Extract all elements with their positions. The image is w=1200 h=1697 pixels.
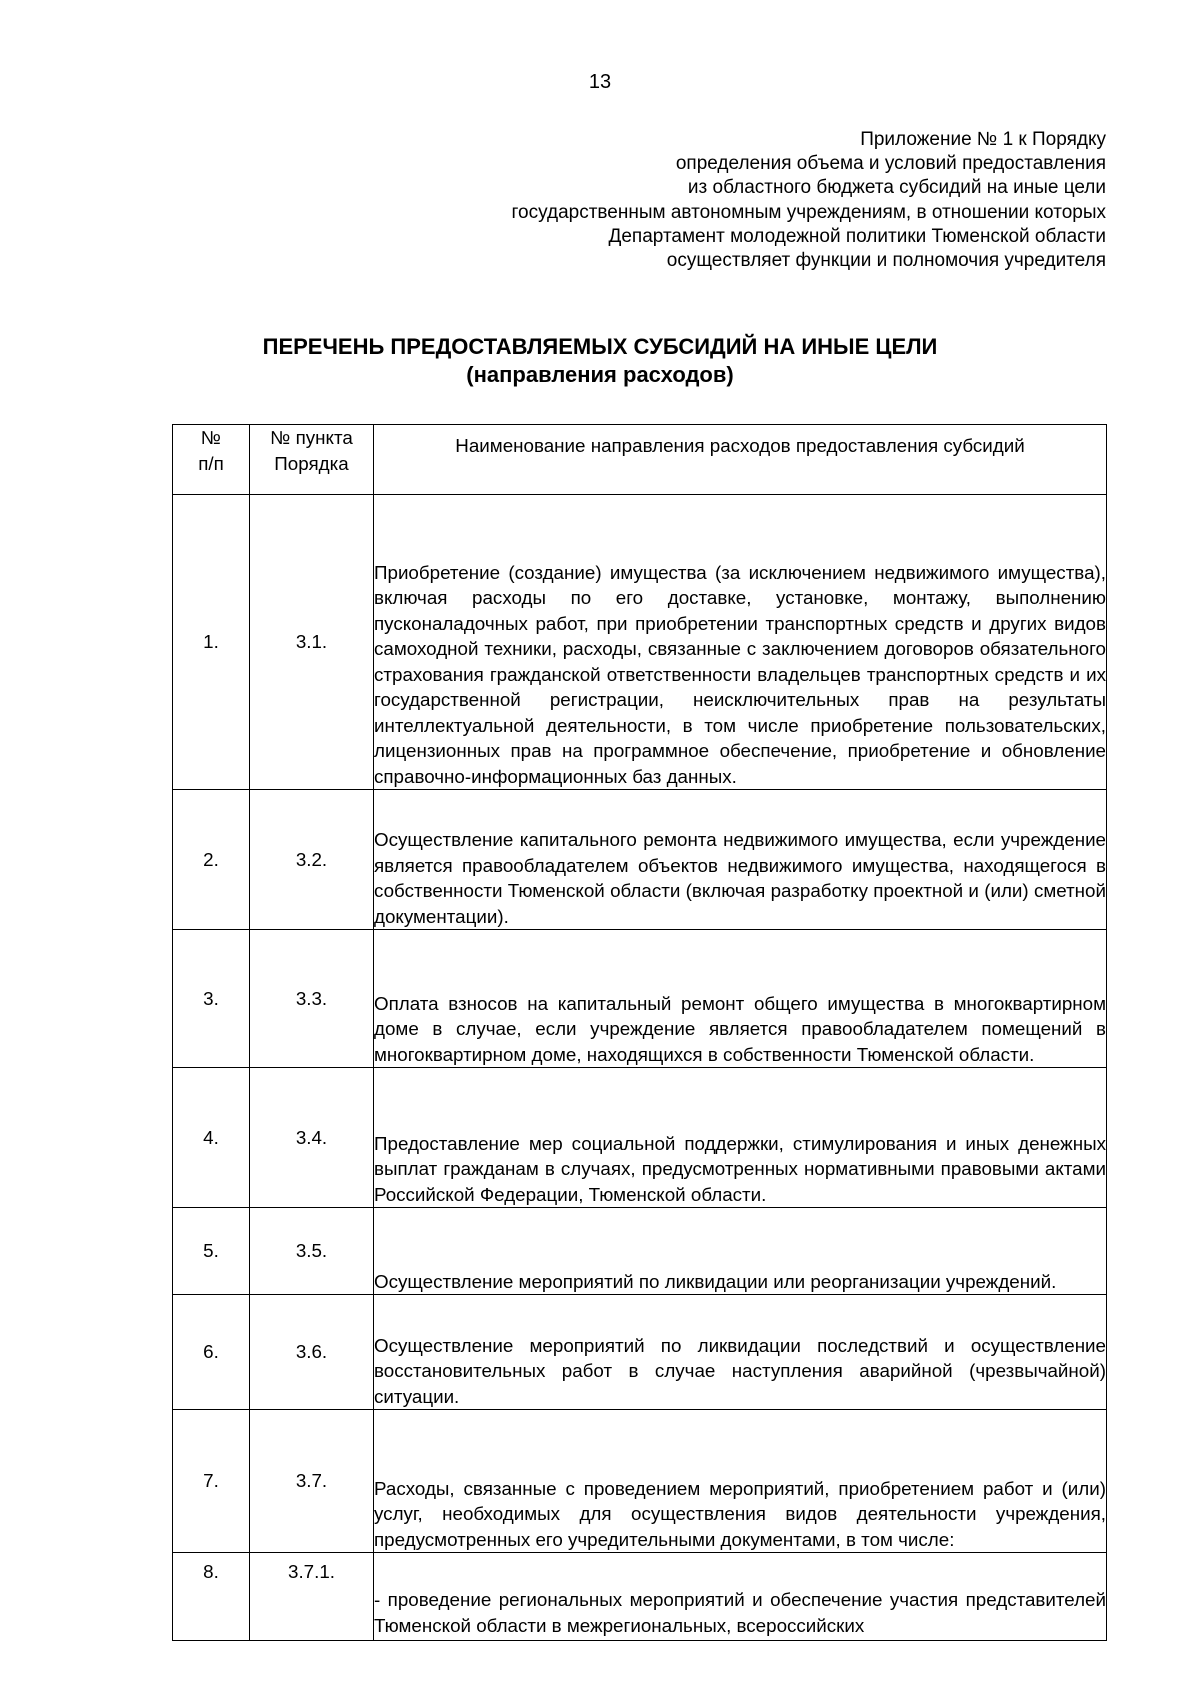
table-header-row <box>173 425 1107 495</box>
table-row <box>173 495 1107 790</box>
row-clause: 3.5. <box>250 1208 374 1295</box>
header-clause-line2: Порядка <box>274 452 349 474</box>
row-description: Осуществление капитального ремонта недвижимого имущества, если учреждение является правообладателем объектов недвижимого имущества, находящегося в собственности Тюменской области (включая разработку проектной и (или) сметной документации). <box>374 790 1107 930</box>
row-clause: 3.4. <box>250 1068 374 1208</box>
row-description: - проведение региональных мероприятий и обеспечение участия представителей Тюменской области в межрегиональных, всероссийских <box>374 1553 1107 1641</box>
row-number: 5. <box>173 1208 250 1295</box>
table-row <box>173 1295 1107 1410</box>
row-number: 7. <box>173 1410 250 1553</box>
header-number <box>173 425 250 495</box>
row-clause: 3.7.1. <box>250 1553 374 1641</box>
table-row <box>173 930 1107 1068</box>
header-clause <box>250 425 374 495</box>
table-row <box>173 1410 1107 1553</box>
row-clause: 3.2. <box>250 790 374 930</box>
appendix-line: осуществляет функции и полномочия учредителя <box>666 250 1106 272</box>
header-number-line1: № <box>200 427 222 448</box>
subsidies-table <box>172 424 1107 1641</box>
row-clause: 3.1. <box>250 495 374 790</box>
appendix-line: государственным автономным учреждениям, в отношении которых <box>511 201 1106 223</box>
row-description: Предоставление мер социальной поддержки, стимулирования и иных денежных выплат гражданам в случаях, предусмотренных нормативными правовыми актами Российской Федерации, Тюменской области. <box>374 1068 1107 1208</box>
table-row <box>173 790 1107 930</box>
row-number: 3. <box>173 930 250 1068</box>
row-number: 4. <box>173 1068 250 1208</box>
row-number: 6. <box>173 1295 250 1410</box>
row-number: 8. <box>173 1553 250 1641</box>
table-row <box>173 1208 1107 1295</box>
appendix-line: Департамент молодежной политики Тюменской области <box>608 225 1106 247</box>
header-clause-line1: № пункта <box>270 427 353 448</box>
row-number: 1. <box>173 495 250 790</box>
table-row <box>173 1553 1107 1641</box>
row-number: 2. <box>173 790 250 930</box>
header-number-line2: п/п <box>198 452 224 474</box>
row-description: Приобретение (создание) имущества (за исключением недвижимого имущества), включая расходы по его доставке, установке, монтажу, выполнению пусконаладочных работ, при приобретении транспортных средств и других видов самоходной техники, расходы, связанные с заключением договоров обязательного страхования гражданской ответственности владельцев транспортных средств и их государственной регистрации, неисключительных прав на результаты интеллектуальной деятельности, в том числе приобретение пользовательских, лицензионных прав на программное обеспечение, приобретение и обновление справочно-информационных баз данных. <box>374 495 1107 790</box>
page-number: 13 <box>588 71 612 93</box>
row-description: Осуществление мероприятий по ликвидации последствий и осуществление восстановительных работ в случае наступления аварийной (чрезвычайной) ситуации. <box>374 1295 1107 1410</box>
appendix-line: Приложение № 1 к Порядку <box>860 129 1106 150</box>
document-title <box>0 333 1200 389</box>
appendix-reference <box>306 128 1106 273</box>
appendix-line: определения объема и условий предоставления <box>675 153 1106 175</box>
appendix-line: из областного бюджета субсидий на иные цели <box>687 177 1106 199</box>
header-name: Наименование направления расходов предоставления субсидий <box>374 425 1107 495</box>
title-line-main: ПЕРЕЧЕНЬ ПРЕДОСТАВЛЯЕМЫХ СУБСИДИЙ НА ИНЫЕ ЦЕЛИ <box>262 334 938 359</box>
row-description: Оплата взносов на капитальный ремонт общего имущества в многоквартирном доме в случае, если учреждение является правообладателем помещений в многоквартирном доме, находящихся в собственности Тюменской области. <box>374 930 1107 1068</box>
table-row <box>173 1068 1107 1208</box>
row-description: Расходы, связанные с проведением мероприятий, приобретением работ и (или) услуг, необходимых для осуществления видов деятельности учреждения, предусмотренных его учредительными документами, в том числе: <box>374 1410 1107 1553</box>
row-clause: 3.7. <box>250 1410 374 1553</box>
row-clause: 3.6. <box>250 1295 374 1410</box>
row-description: Осуществление мероприятий по ликвидации или реорганизации учреждений. <box>374 1208 1107 1295</box>
row-clause: 3.3. <box>250 930 374 1068</box>
title-line-subtitle: (направления расходов) <box>466 362 734 387</box>
